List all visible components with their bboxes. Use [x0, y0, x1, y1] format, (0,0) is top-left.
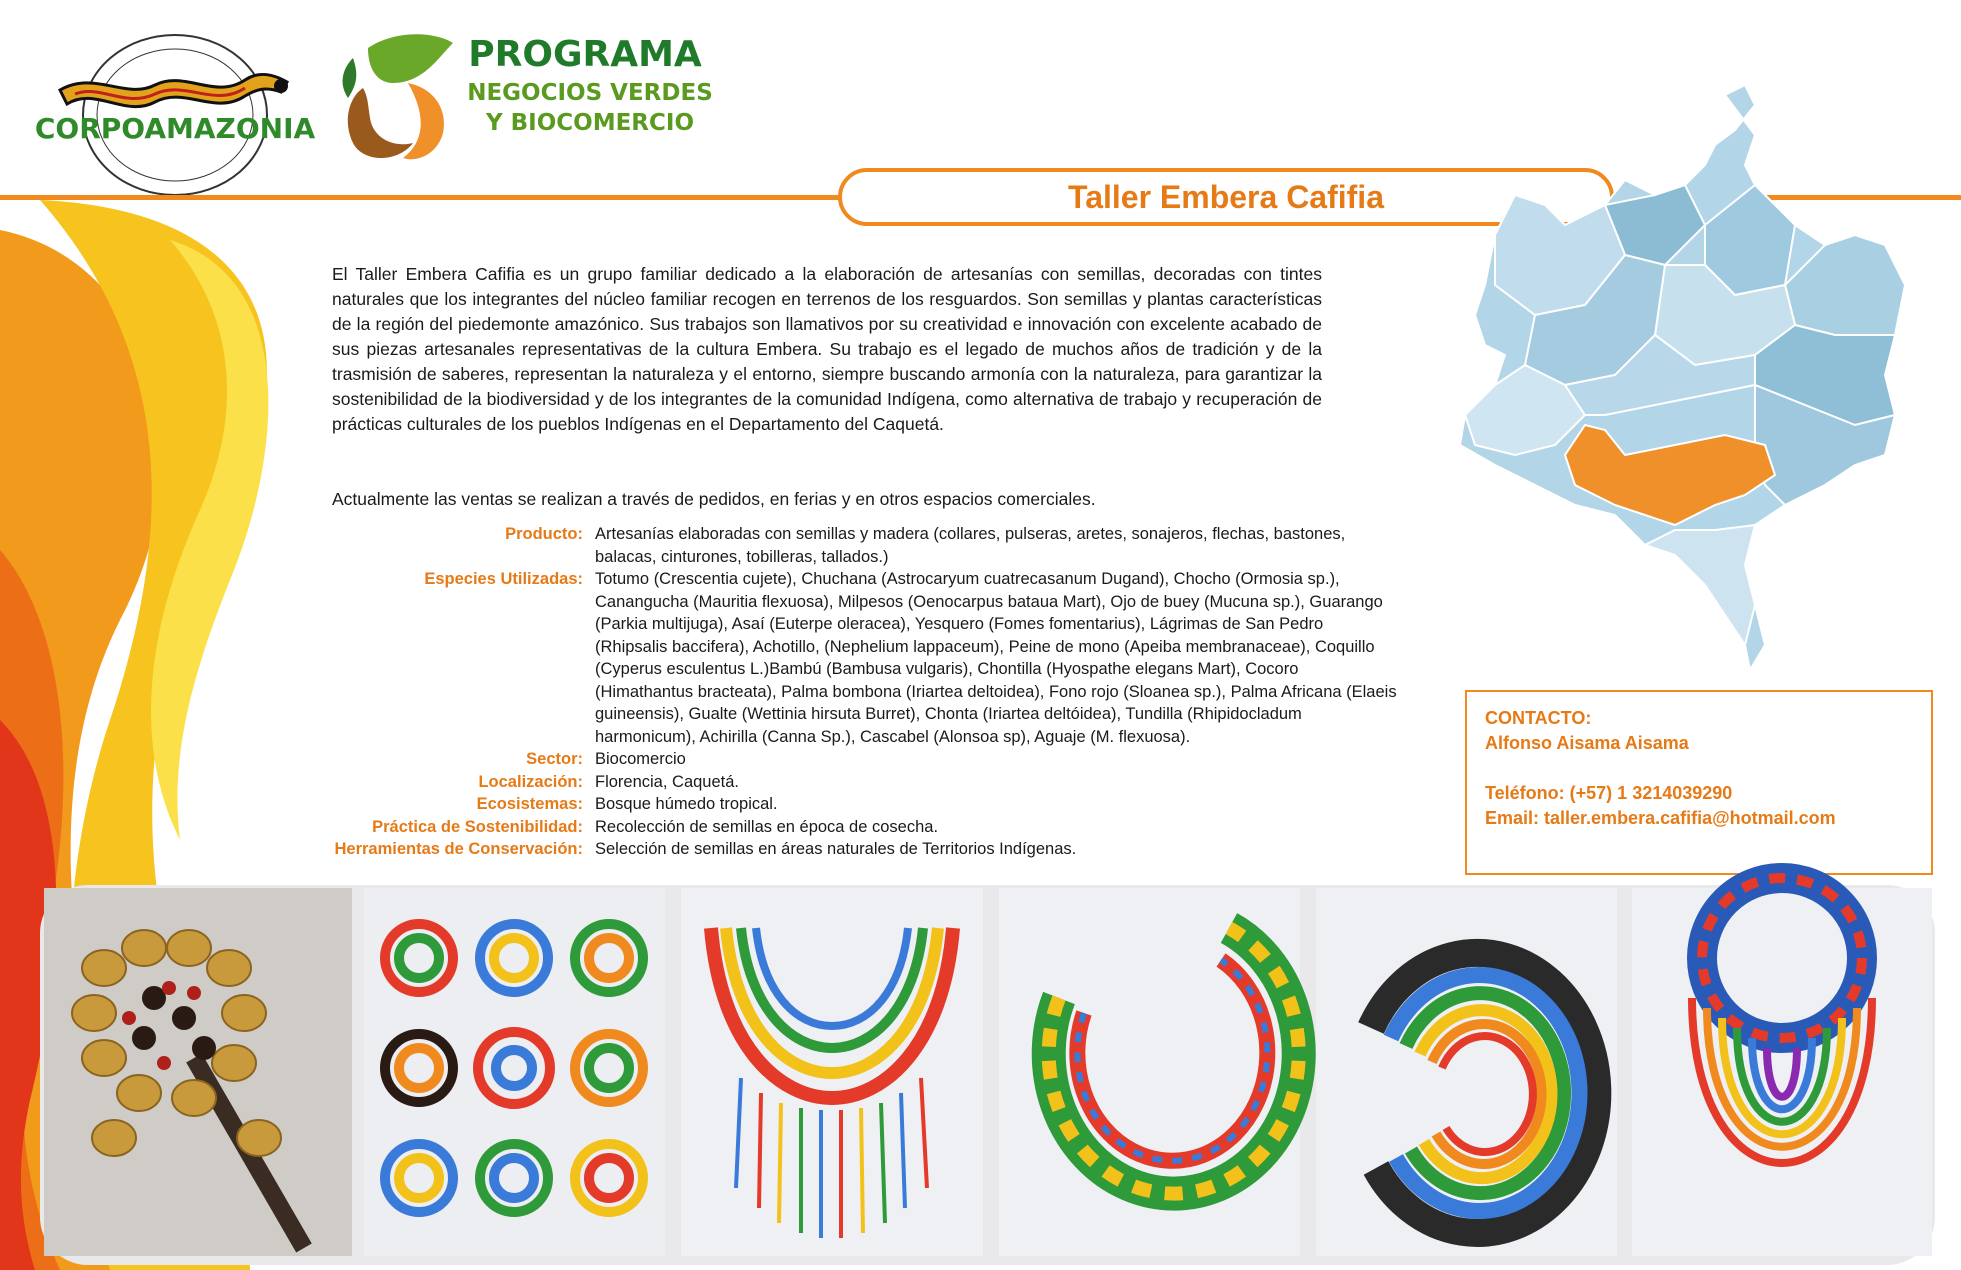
contact-phone: Teléfono: (+57) 1 3214039290: [1485, 783, 1733, 803]
detail-row-practica: [310, 816, 1400, 839]
detail-label: Herramientas de Conservación:: [334, 840, 583, 858]
detail-value: Recolección de semillas en época de cosecha.: [595, 817, 939, 836]
detail-value: Florencia, Caquetá.: [595, 772, 739, 791]
photo-beaded-collar-fringe: [681, 888, 983, 1256]
contact-name: Alfonso Aisama Aisama: [1485, 733, 1689, 753]
negocios-verdes-logo-icon: [338, 28, 458, 163]
detail-row-producto: [310, 523, 1400, 568]
detail-row-sector: [310, 748, 1400, 771]
detail-value: Selección de semillas en áreas naturales de Territorios Indígenas.: [595, 840, 1077, 858]
contact-email[interactable]: Email: taller.embera.cafifia@hotmail.com: [1485, 808, 1836, 828]
detail-label: Especies Utilizadas:: [424, 570, 583, 588]
detail-value: Bosque húmedo tropical.: [595, 795, 778, 813]
corpoamazonia-logo: [34, 20, 316, 200]
detail-label: Ecosistemas:: [476, 795, 583, 813]
beaded-coasters-icon: [364, 888, 665, 1256]
programa-subtitle-line1: NEGOCIOS VERDES: [467, 80, 713, 106]
seed-rattle-icon: [44, 888, 352, 1256]
photo-seed-rattle: [44, 888, 352, 1256]
intro-paragraph: El Taller Embera Cafifia es un grupo familiar dedicado a la elaboración de artesanías con semillas, decoradas con tintes naturales que los integrantes del núcleo familiar recogen en terrenos de los resguardos. Son semillas y plantas características de la región del piedemonte amazónico. Sus trabajos son llamativos por su creatividad e innovación con excelente acabado de sus piezas artesanales representativas de la cultura Embera. Su trabajo es el legado de muchos años de tradición y de la trasmisión de saberes, representan la naturaleza y el entorno, siempre buscando armonía con la naturaleza, para garantizar la sostenibilidad de la biodiversidad y de los integrantes de la comunidad Indígena, como alternativa de trabajo y recuperación de prácticas culturales de los pueblos Indígenas en el Departamento del Caquetá.: [332, 264, 1322, 434]
programa-subtitle-line2: Y BIOCOMERCIO: [485, 110, 695, 136]
detail-row-localizacion: [310, 771, 1400, 794]
contact-heading: CONTACTO:: [1485, 708, 1592, 728]
beaded-collar-open-icon: [999, 888, 1300, 1256]
beaded-collar-fringe-icon: [681, 888, 983, 1256]
detail-label: Sector:: [526, 750, 583, 768]
beaded-pectoral-icon: [1632, 888, 1932, 1256]
detail-row-herramientas: [310, 838, 1400, 861]
detail-label: Producto:: [505, 525, 583, 543]
page-title: Taller Embera Cafifia: [1068, 179, 1384, 215]
detail-row-ecosistemas: [310, 793, 1400, 816]
detail-value: Artesanías elaboradas con semillas y madera (collares, pulseras, aretes, sonajeros, flechas, bastones, balacas, cinturones, tobilleras, tallados.): [595, 525, 1346, 566]
colombia-map-icon: [1455, 85, 1925, 675]
sales-paragraph: Actualmente las ventas se realizan a través de pedidos, en ferias y en otros espacios comerciales.: [332, 489, 1096, 509]
detail-label: Localización:: [478, 772, 583, 791]
detail-value: Biocomercio: [595, 750, 686, 768]
detail-value: Totumo (Crescentia cujete), Chuchana (Astrocaryum cuatrecasanum Dugand), Chocho (Ormosia sp.), Canangucha (Mauritia flexuosa), Milpesos (Oenocarpus bataua Mart), Ojo de buey (Mucuna sp.), Guarango (Parkia multijuga), Asaí (Euterpe oleracea), Yesquero (Fomes fomentarius), Lágrimas de San Pedro (Rhipsalis baccifera), Achotillo, (Nephelium lappaceum), Peine de mono (Apeiba membranaceae), Coquillo (Cyperus esculentus L.)Bambú (Bambusa vulgaris), Chontilla (Hyospathe elegans Mart), Cocoro (Himathantus bracteata), Palma bombona (Iriartea deltoidea), Fono rojo (Sloanea sp.), Palma Africana (Elaeis guineensis), Gualte (Wettinia hirsuta Burret), Chonta (Iriartea deltóidea), Tundilla (Rhipidocladum harmonicum), Achirilla (Canna Sp.), Cascabel (Alonsoa sp), Aguaje (M. flexuosa).: [595, 570, 1397, 746]
photo-beaded-coasters: [364, 888, 665, 1256]
detail-row-especies: [310, 568, 1400, 748]
photo-beaded-collar-open: [999, 888, 1300, 1256]
details-list: [310, 523, 1400, 861]
photo-beaded-pectoral: [1632, 888, 1932, 1256]
photo-beaded-collar-rainbow: [1316, 888, 1617, 1256]
corpo-logo-text: CORPOAMAZONIA: [34, 112, 316, 145]
beaded-collar-rainbow-icon: [1316, 888, 1617, 1256]
programa-title: PROGRAMA: [468, 34, 702, 75]
detail-label: Práctica de Sostenibilidad:: [372, 817, 583, 836]
